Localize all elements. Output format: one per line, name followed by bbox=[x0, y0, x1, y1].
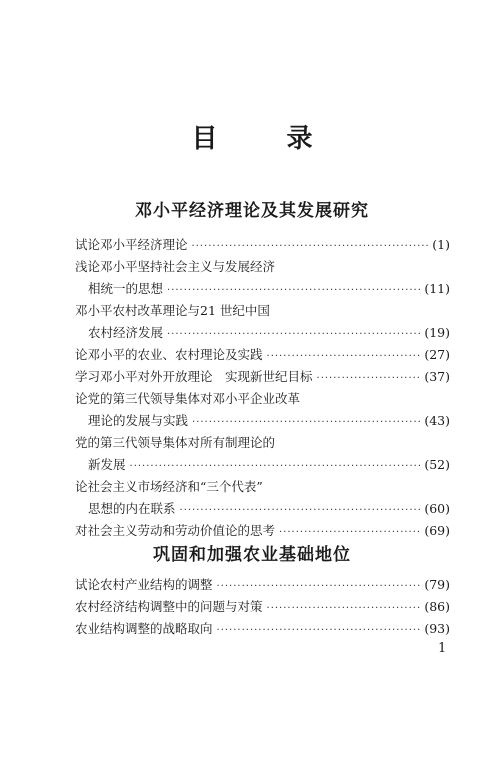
toc-entry[interactable] bbox=[75, 300, 450, 322]
toc-entry[interactable] bbox=[75, 618, 450, 640]
dot-leader bbox=[317, 368, 421, 390]
entry-title: 试论农村产业结构的调整 bbox=[75, 577, 213, 592]
toc-entry[interactable] bbox=[75, 520, 450, 542]
toc-entry[interactable] bbox=[75, 256, 450, 278]
entry-page-number: (37) bbox=[424, 369, 450, 384]
dot-leader bbox=[167, 324, 420, 346]
entry-title: 论社会主义市场经济和“三个代表” bbox=[75, 479, 263, 494]
toc-entry[interactable] bbox=[75, 344, 450, 366]
entry-page-number: (60) bbox=[424, 501, 450, 516]
toc-entry[interactable] bbox=[75, 574, 450, 596]
section-heading-2: 巩固和加强农业基础地位 bbox=[153, 545, 351, 565]
section-heading-1: 邓小平经济理论及其发展研究 bbox=[135, 201, 369, 221]
toc-entry-continuation[interactable] bbox=[75, 322, 450, 344]
entry-title: 论邓小平的农业、农村理论及实践 bbox=[75, 347, 263, 362]
entry-title-continuation: 相统一的思想 bbox=[88, 281, 164, 296]
dot-leader bbox=[267, 346, 421, 368]
dot-leader bbox=[217, 620, 421, 642]
toc-entry-continuation[interactable] bbox=[75, 498, 450, 520]
entry-title-continuation: 新发展 bbox=[88, 457, 126, 472]
toc-entry-continuation[interactable] bbox=[75, 410, 450, 432]
dot-leader bbox=[130, 456, 421, 478]
entry-title: 农村经济结构调整中的问题与对策 bbox=[75, 599, 263, 614]
toc-entry[interactable] bbox=[75, 366, 450, 388]
dot-leader bbox=[192, 412, 420, 434]
toc-entry-continuation[interactable] bbox=[75, 278, 450, 300]
toc-list-section-1 bbox=[75, 234, 450, 542]
entry-title: 学习邓小平对外开放理论 实现新世纪目标 bbox=[75, 369, 313, 384]
entry-title: 试论邓小平经济理论 bbox=[75, 237, 188, 252]
entry-page-number: (79) bbox=[424, 577, 450, 592]
dot-leader bbox=[192, 236, 429, 258]
entry-page-number: (69) bbox=[424, 523, 450, 538]
entry-title: 对社会主义劳动和劳动价值论的思考 bbox=[75, 523, 276, 538]
entry-page-number: (19) bbox=[424, 325, 450, 340]
entry-title: 浅论邓小平坚持社会主义与发展经济 bbox=[75, 259, 276, 274]
entry-title: 论党的第三代领导集体对邓小平企业改革 bbox=[75, 391, 301, 406]
entry-title-continuation: 理论的发展与实践 bbox=[88, 413, 189, 428]
toc-entry[interactable] bbox=[75, 476, 450, 498]
entry-title: 邓小平农村改革理论与21 世纪中国 bbox=[75, 303, 270, 318]
dot-leader bbox=[267, 598, 421, 620]
entry-title-continuation: 思想的内在联系 bbox=[88, 501, 176, 516]
toc-entry[interactable] bbox=[75, 388, 450, 410]
page-folio-number: 1 bbox=[438, 641, 447, 656]
entry-page-number: (11) bbox=[424, 281, 450, 296]
entry-page-number: (52) bbox=[424, 457, 450, 472]
toc-entry[interactable] bbox=[75, 432, 450, 454]
toc-list-section-2 bbox=[75, 574, 450, 640]
entry-title: 农业结构调整的战略取向 bbox=[75, 621, 213, 636]
page-title: 目 录 bbox=[191, 124, 343, 154]
entry-page-number: (43) bbox=[424, 413, 450, 428]
toc-entry[interactable] bbox=[75, 596, 450, 618]
toc-entry-continuation[interactable] bbox=[75, 454, 450, 476]
entry-page-number: (1) bbox=[432, 237, 450, 252]
dot-leader bbox=[167, 280, 420, 302]
toc-entry[interactable] bbox=[75, 234, 450, 256]
entry-title-continuation: 农村经济发展 bbox=[88, 325, 164, 340]
entry-page-number: (86) bbox=[424, 599, 450, 614]
dot-leader bbox=[217, 576, 421, 598]
dot-leader bbox=[180, 500, 421, 522]
entry-page-number: (27) bbox=[424, 347, 450, 362]
entry-page-number: (93) bbox=[424, 621, 450, 636]
entry-title: 党的第三代领导集体对所有制理论的 bbox=[75, 435, 276, 450]
